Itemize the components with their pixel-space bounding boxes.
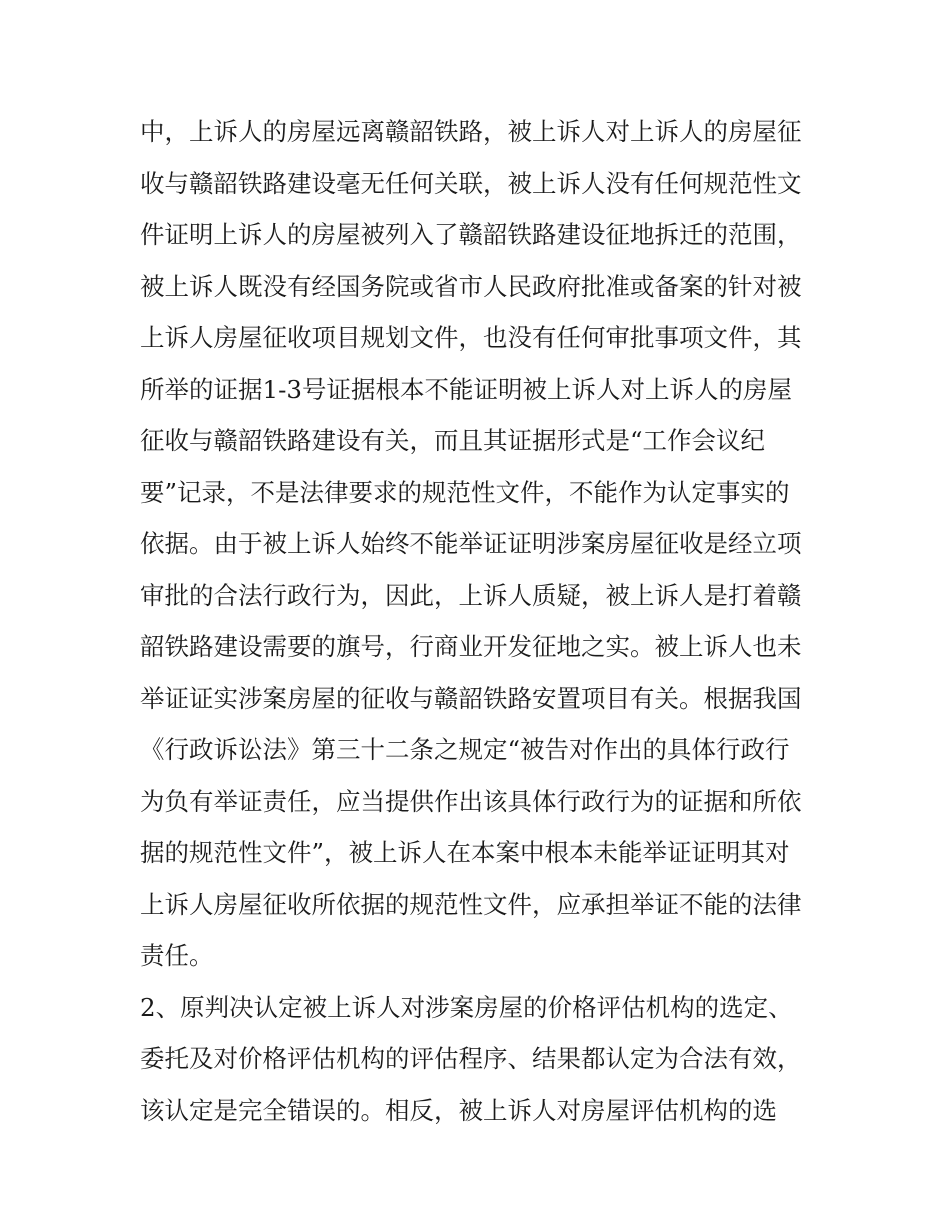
text-line: 责任。 — [140, 941, 214, 970]
text-line: 审批的合法行政行为，因此，上诉人质疑，被上诉人是打着赣 — [140, 580, 802, 610]
text-line: 收与赣韶铁路建设毫无任何关联，被上诉人没有任何规范性文 — [140, 168, 802, 198]
text-line: 据的规范性文件”，被上诉人在本案中根本未能举证证明其对 — [140, 838, 790, 867]
text-line: 所举的证据1-3号证据根本不能证明被上诉人对上诉人的房屋 — [140, 374, 792, 404]
text-line: 中，上诉人的房屋远离赣韶铁路，被上诉人对上诉人的房屋征 — [140, 117, 802, 146]
text-line: 该认定是完全错误的。相反，被上诉人对房屋评估机构的选 — [140, 1095, 777, 1125]
text-line: 件证明上诉人的房屋被列入了赣韶铁路建设征地拆迁的范围， — [140, 220, 802, 249]
text-line: 被上诉人既没有经国务院或省市人民政府批准或备案的针对被 — [140, 271, 802, 301]
text-line: 征收与赣韶铁路建设有关，而且其证据形式是“工作会议纪 — [140, 426, 766, 455]
text-line: 依据。由于被上诉人始终不能举证证明涉案房屋征收是经立项 — [140, 529, 802, 558]
text-line: 为负有举证责任，应当提供作出该具体行政行为的证据和所依 — [140, 786, 802, 816]
text-line: 举证证实涉案房屋的征收与赣韶铁路安置项目有关。根据我国 — [140, 683, 802, 713]
text-line: 上诉人房屋征收所依据的规范性文件，应承担举证不能的法律 — [140, 889, 802, 919]
body-text — [140, 106, 820, 1136]
text-line: 韶铁路建设需要的旗号，行商业开发征地之实。被上诉人也未 — [140, 632, 802, 661]
text-line: 2、原判决认定被上诉人对涉案房屋的价格评估机构的选定、 — [140, 992, 793, 1022]
text-line: 《行政诉讼法》第三十二条之规定“被告对作出的具体行政行 — [140, 735, 790, 764]
text-line: 委托及对价格评估机构的评估程序、结果都认定为合法有效， — [140, 1044, 802, 1073]
text-line: 要”记录，不是法律要求的规范性文件，不能作为认定事实的 — [140, 477, 790, 507]
text-line: 上诉人房屋征收项目规划文件，也没有任何审批事项文件，其 — [140, 323, 802, 352]
